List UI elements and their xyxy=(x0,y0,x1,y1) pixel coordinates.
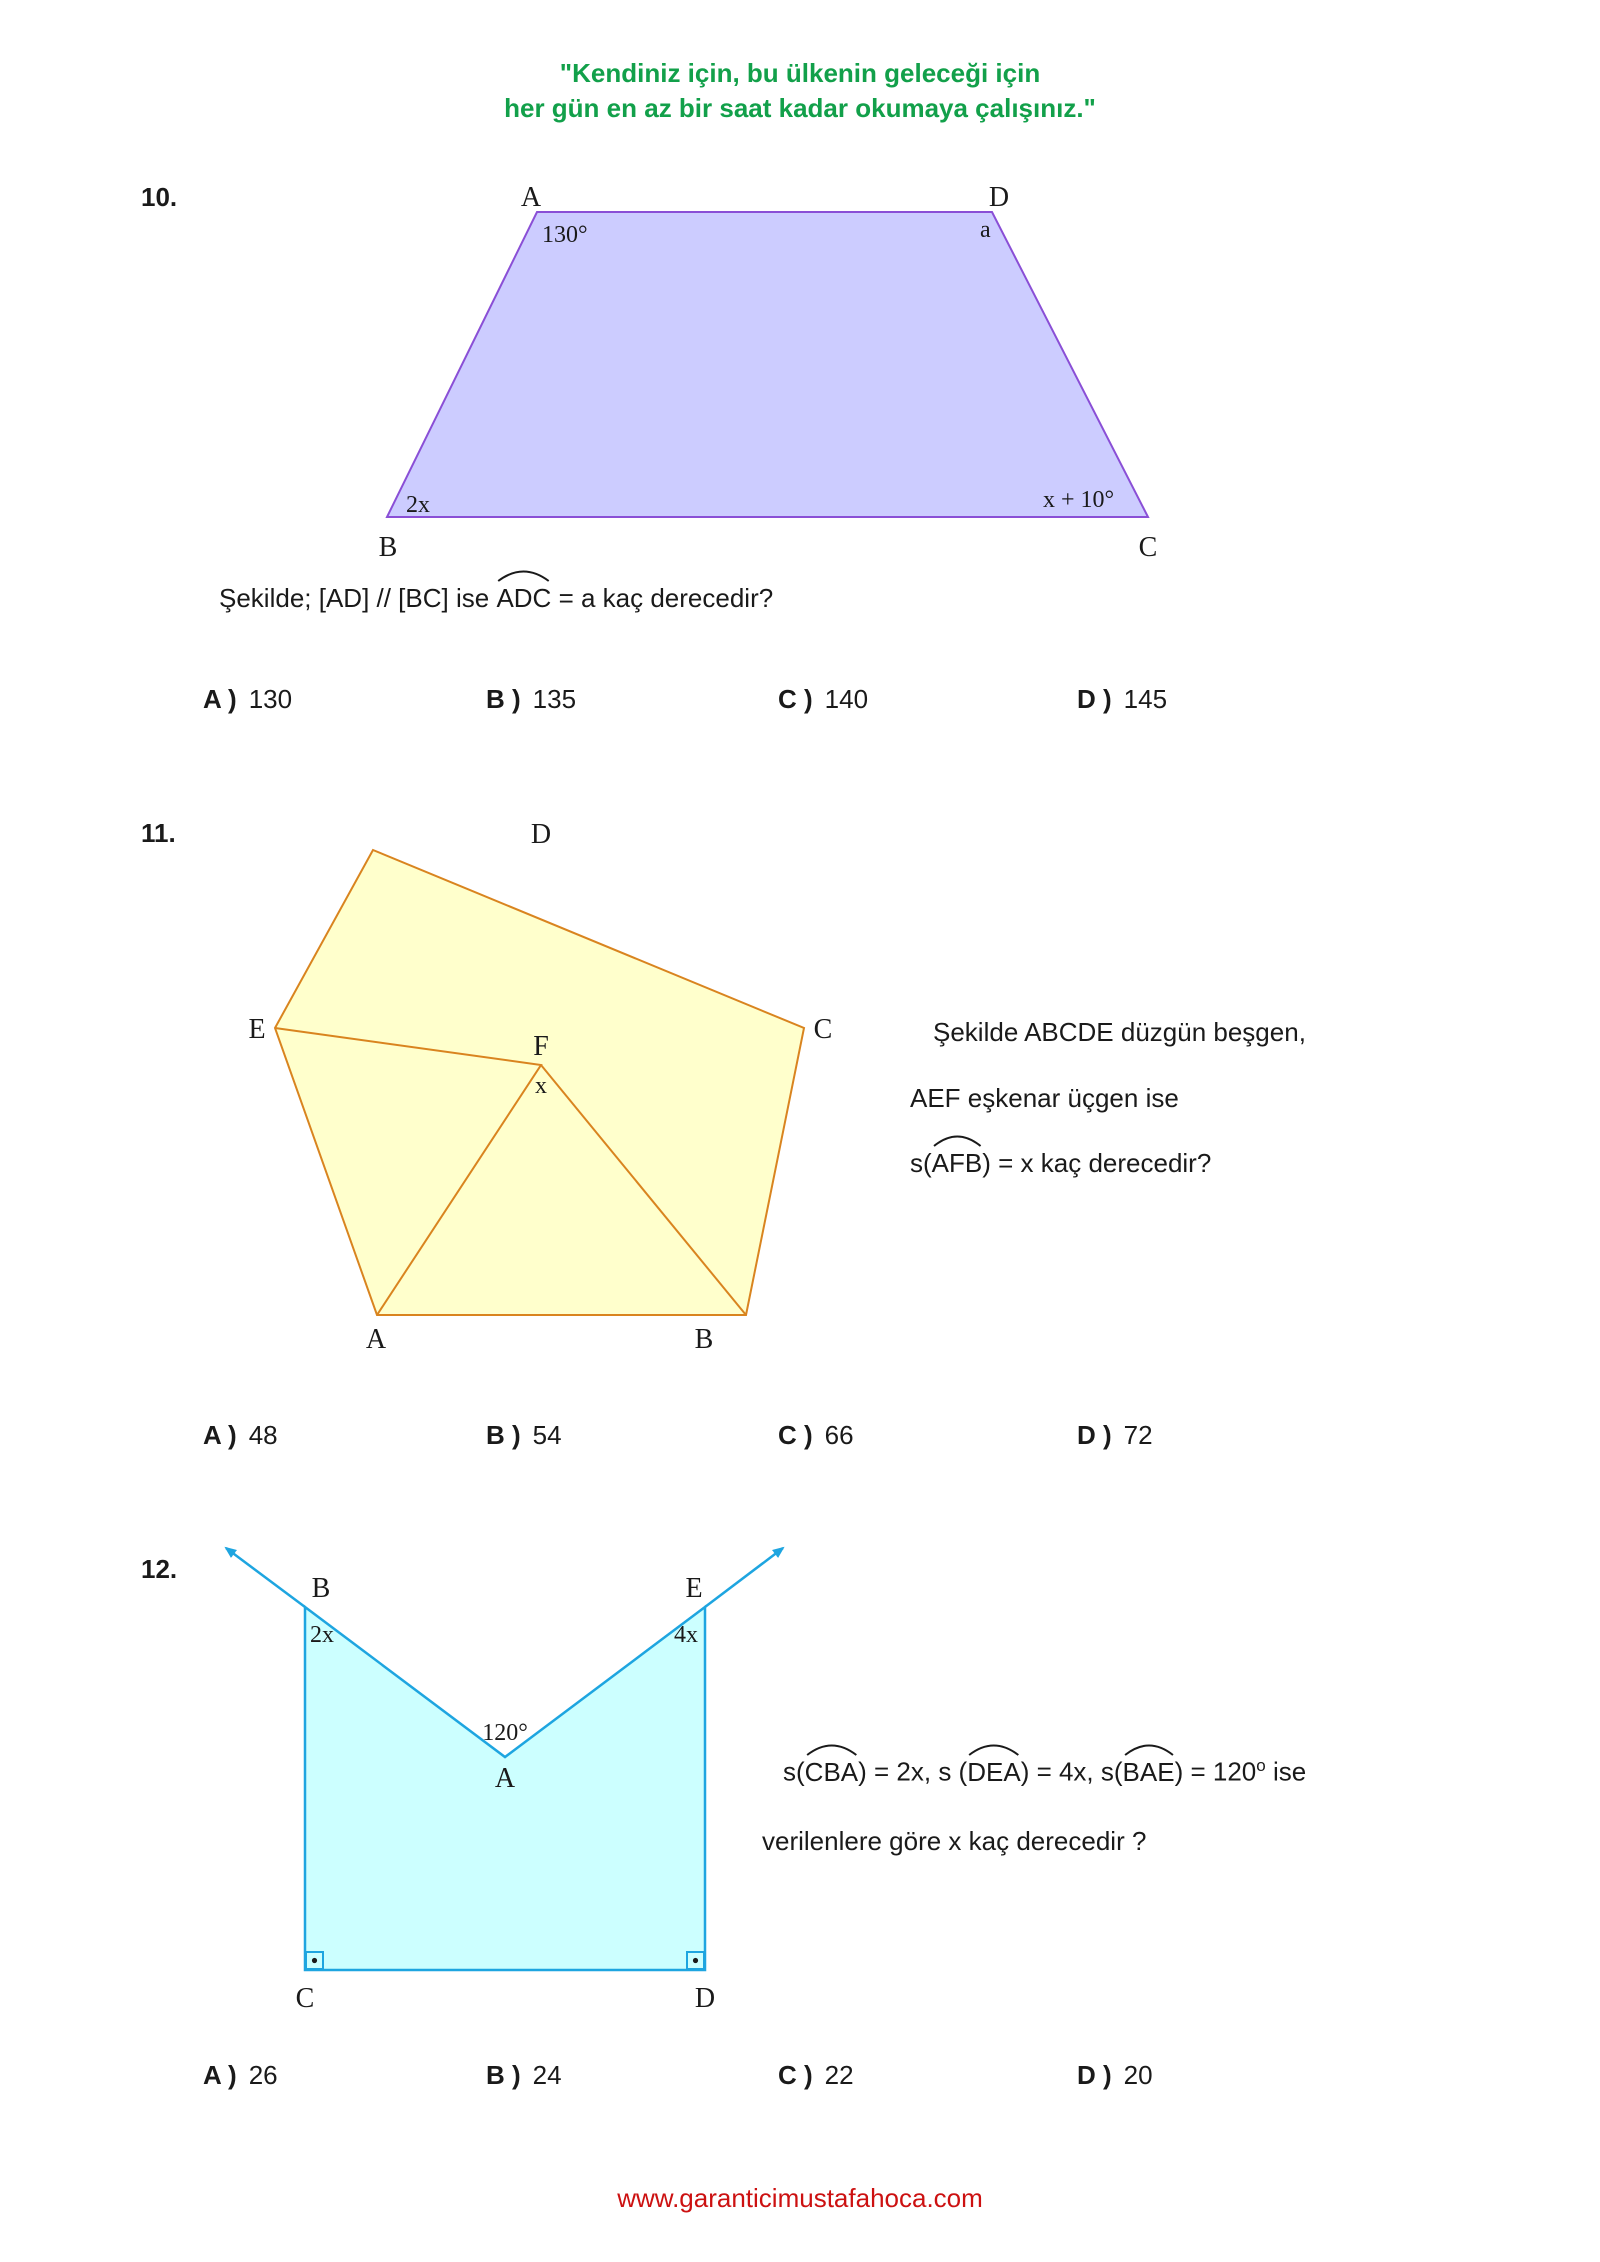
q12-text-part: ise xyxy=(1265,1756,1307,1787)
option-value: 140 xyxy=(824,684,869,714)
option-value: 24 xyxy=(532,2060,562,2090)
vertex-label-e: E xyxy=(685,1573,703,1604)
vertex-label-d: D xyxy=(694,1983,716,2014)
vertex-label-a: A xyxy=(365,1324,387,1355)
q11-option-a[interactable] xyxy=(203,1420,278,1451)
vertex-label-c: C xyxy=(1138,532,1158,563)
vertex-label-b: B xyxy=(694,1324,714,1355)
angle-label-b: 2x xyxy=(310,1622,334,1648)
q12-text-part: ) = 4x, s( xyxy=(1020,1756,1123,1787)
option-letter: D ) xyxy=(1077,2060,1112,2090)
option-value: 66 xyxy=(824,1420,854,1450)
degree-superscript: o xyxy=(1256,1756,1266,1775)
q12-option-a[interactable] xyxy=(203,2060,278,2091)
q12-angle-name-cba: CBA xyxy=(804,1756,859,1787)
option-value: 20 xyxy=(1123,2060,1153,2090)
option-letter: B ) xyxy=(486,684,521,714)
option-letter: C ) xyxy=(778,684,813,714)
angle-label-d: a xyxy=(980,217,991,243)
option-letter: B ) xyxy=(486,2060,521,2090)
arc-hat-icon xyxy=(967,1742,1020,1756)
q11-angle-name: AFB xyxy=(931,1148,983,1178)
option-value: 145 xyxy=(1123,684,1168,714)
angle-label-c: x + 10° xyxy=(1043,487,1115,513)
question-10-text xyxy=(219,583,773,614)
q10-angle-arc xyxy=(496,583,551,614)
option-value: 72 xyxy=(1123,1420,1153,1450)
option-letter: A ) xyxy=(203,684,237,714)
motto-line-2: her gün en az bir saat kadar okumaya çalışınız." xyxy=(504,93,1096,123)
q12-angle-name-bae: BAE xyxy=(1122,1756,1175,1787)
ray-beyond-b xyxy=(226,1548,305,1607)
ray-beyond-e xyxy=(705,1548,783,1607)
option-value: 54 xyxy=(532,1420,562,1450)
arc-hat-icon xyxy=(1123,1742,1175,1756)
q12-angle-arc-dea xyxy=(967,1757,1020,1788)
option-value: 26 xyxy=(248,2060,278,2090)
question-12-number: 12. xyxy=(141,1554,178,1584)
q10-text-pre: Şekilde; [AD] // [BC] ise xyxy=(219,583,497,613)
option-letter: D ) xyxy=(1077,1420,1112,1450)
q12-angle-arc-cba xyxy=(805,1757,858,1788)
q11-text-pre: s( xyxy=(910,1148,932,1178)
option-value: 22 xyxy=(824,2060,854,2090)
q12-angle-arc-bae xyxy=(1123,1757,1175,1788)
option-value: 130 xyxy=(248,684,293,714)
option-letter: A ) xyxy=(203,1420,237,1450)
vertex-label-c: C xyxy=(813,1014,833,1045)
option-value: 135 xyxy=(532,684,577,714)
angle-label-a: 130° xyxy=(542,222,588,248)
q12-text-part: ) = 2x, s ( xyxy=(858,1756,968,1787)
q12-angle-name-dea: DEA xyxy=(967,1756,1021,1787)
question-10-number: 10. xyxy=(141,182,178,212)
q10-angle-name: ADC xyxy=(496,583,552,613)
footer-website-link[interactable]: www.garanticimustafahoca.com xyxy=(617,2183,983,2213)
option-letter: C ) xyxy=(778,1420,813,1450)
q11-statement-line-1: Şekilde ABCDE düzgün beşgen, xyxy=(933,1017,1306,1047)
right-angle-dot-c xyxy=(312,1958,317,1963)
vertex-label-d: D xyxy=(530,819,552,850)
angle-label-b: 2x xyxy=(406,492,430,518)
option-value: 48 xyxy=(248,1420,278,1450)
arc-hat-icon xyxy=(496,568,551,582)
q12-text-part: s( xyxy=(783,1756,805,1787)
vertex-label-a: A xyxy=(520,182,542,213)
q10-option-b[interactable] xyxy=(486,684,576,715)
q10-option-c[interactable] xyxy=(778,684,868,715)
q10-option-d[interactable] xyxy=(1077,684,1167,715)
q12-option-c[interactable] xyxy=(778,2060,854,2091)
vertex-label-b: B xyxy=(378,532,398,563)
vertex-label-c: C xyxy=(295,1983,315,2014)
angle-label-x: x xyxy=(535,1073,547,1099)
option-letter: C ) xyxy=(778,2060,813,2090)
q11-option-b[interactable] xyxy=(486,1420,562,1451)
angle-label-e: 4x xyxy=(674,1622,698,1648)
vertex-label-e: E xyxy=(248,1014,266,1045)
option-letter: A ) xyxy=(203,2060,237,2090)
motto-line-1: "Kendiniz için, bu ülkenin geleceği için xyxy=(559,58,1041,88)
q11-option-c[interactable] xyxy=(778,1420,854,1451)
q11-statement-line-3 xyxy=(910,1148,1211,1179)
q12-statement-line-1 xyxy=(783,1756,1306,1788)
q10-option-a[interactable] xyxy=(203,684,292,715)
vertex-label-f: F xyxy=(533,1031,549,1062)
q12-statement-line-2: verilenlere göre x kaç derecedir ? xyxy=(762,1826,1147,1856)
trapezoid-shape xyxy=(387,212,1148,517)
option-letter: D ) xyxy=(1077,684,1112,714)
vertex-label-d: D xyxy=(988,182,1010,213)
arc-hat-icon xyxy=(932,1133,983,1147)
q11-angle-arc xyxy=(932,1148,983,1179)
q12-option-d[interactable] xyxy=(1077,2060,1153,2091)
q11-option-d[interactable] xyxy=(1077,1420,1153,1451)
option-letter: B ) xyxy=(486,1420,521,1450)
q11-pentagon-figure xyxy=(230,815,850,1360)
q11-statement-line-2: AEF eşkenar üçgen ise xyxy=(910,1083,1179,1113)
q12-option-b[interactable] xyxy=(486,2060,562,2091)
q12-figure xyxy=(200,1530,820,2030)
angle-label-a: 120° xyxy=(482,1720,528,1746)
q10-trapezoid-figure xyxy=(360,175,1180,565)
right-angle-dot-d xyxy=(693,1958,698,1963)
vertex-label-a: A xyxy=(494,1763,516,1794)
vertex-label-b: B xyxy=(311,1573,331,1604)
q11-text-post: ) = x kaç derecedir? xyxy=(982,1148,1212,1178)
question-11-number: 11. xyxy=(141,818,176,848)
arc-hat-icon xyxy=(805,1742,858,1756)
q12-text-part: ) = 120 xyxy=(1174,1756,1257,1787)
q10-text-post: = a kaç derecedir? xyxy=(551,583,774,613)
